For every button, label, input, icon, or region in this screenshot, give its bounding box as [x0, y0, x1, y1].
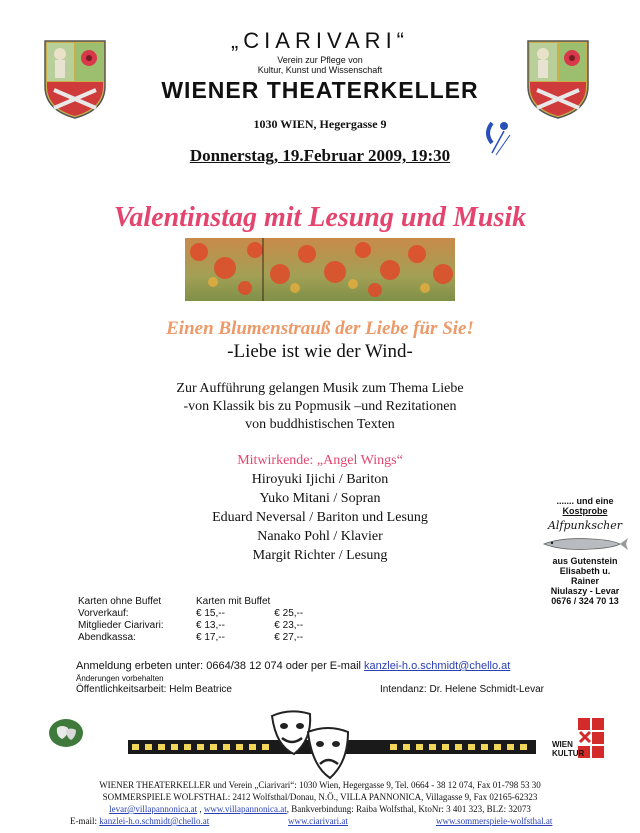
- performer: Margit Richter / Lesung: [252, 548, 388, 563]
- footer-separator: ,: [197, 804, 204, 814]
- performer: Yuko Mitani / Sopran: [259, 491, 381, 506]
- event-tagline: Einen Blumenstrauß der Liebe für Sie!: [166, 318, 474, 339]
- price-without: € 13,--: [196, 620, 225, 631]
- director-credit: Intendanz: Dr. Helene Schmidt-Levar: [380, 684, 544, 695]
- price-header-with: Karten mit Buffet: [196, 596, 271, 607]
- event-date: Donnerstag, 19.Februar 2009, 19:30: [189, 146, 451, 165]
- flower-banner: [185, 238, 455, 301]
- performer: Eduard Neversal / Bariton und Lesung: [212, 510, 428, 525]
- tasting-name-1: Elisabeth u.: [559, 566, 611, 576]
- price-table: [78, 596, 307, 644]
- footer-email-label: E-mail:: [70, 816, 97, 826]
- association-subtitle-2: Kultur, Kunst und Wissenschaft: [257, 65, 383, 75]
- wien-kultur-logo-text: WIEN KULTUR: [552, 740, 585, 758]
- footer-line-1: WIENER THEATERKELLER und Verein „Ciarivari“: 1030 Wien, Hegergasse 9, Tel. 0664 - 38 12 074, Fax 01-798 53 30: [99, 780, 541, 790]
- price-with: € 23,--: [274, 620, 304, 631]
- footer-line-4: [70, 816, 209, 826]
- footer-bank-info: , Bankverbindung: Raiba Wolfsthal, KtoNr: 3 401 323, BLZ: 32073: [286, 804, 531, 814]
- price-without: € 15,--: [196, 608, 225, 619]
- price-without: € 17,--: [196, 632, 225, 643]
- performer: Nanako Pohl / Klavier: [257, 529, 383, 544]
- event-description-2: -von Klassik bis zu Popmusik –und Rezitationen: [183, 399, 457, 414]
- tasting-name-2: Rainer: [570, 576, 599, 586]
- event-headline: Valentinstag mit Lesung und Musik: [113, 202, 527, 233]
- performers-heading: Mitwirkende: „Angel Wings“: [237, 453, 403, 468]
- event-description-1: Zur Aufführung gelangen Musik zum Thema Liebe: [176, 381, 464, 396]
- tasting-intro: ....... und eine: [556, 496, 614, 506]
- footer-web-ciarivari-link[interactable]: www.ciarivari.at: [288, 816, 348, 826]
- tasting-label: Kostprobe: [562, 506, 608, 516]
- tasting-block: [535, 496, 635, 606]
- page-title: WIENER THEATERKELLER: [161, 77, 479, 103]
- footer-email-villa-link[interactable]: levar@villapannonica.at: [109, 804, 198, 814]
- footer-line-3: [0, 804, 640, 814]
- price-label: Mitglieder Ciarivari:: [78, 620, 164, 631]
- tasting-origin: aus Gutenstein: [552, 556, 618, 566]
- pr-credit: Öffentlichkeitsarbeit: Helm Beatrice: [76, 684, 232, 695]
- price-header-without: Karten ohne Buffet: [78, 596, 162, 607]
- tasting-phone: 0676 / 324 70 13: [551, 596, 619, 606]
- footer-web-sommerspiele-link[interactable]: www.sommerspiele-wolfsthal.at: [436, 816, 553, 826]
- registration-text: Anmeldung erbeten unter: 0664/38 12 074 oder per E-mail: [76, 660, 361, 672]
- footer-line-2: SOMMERSPIELE WOLFSTHAL: 2412 Wolfsthal/Donau, N.Ö., VILLA PANNONICA, Villagasse 9, Fax 02165-62323: [102, 792, 538, 802]
- price-with: € 25,--: [274, 608, 304, 619]
- association-subtitle-1: Verein zur Pflege von: [277, 55, 363, 65]
- theatre-masks-icon: [268, 706, 354, 786]
- footer-web-villa-link[interactable]: www.villapannonica.at: [203, 804, 287, 814]
- tasting-signature: Alfpunkscher: [547, 519, 623, 532]
- registration-line: [76, 660, 510, 672]
- tasting-name-3: Niulaszy - Levar: [550, 586, 620, 596]
- fish-icon: [535, 536, 635, 554]
- event-description-3: von buddhistischen Texten: [245, 417, 395, 432]
- price-label: Vorverkauf:: [78, 608, 129, 619]
- footer-email-link[interactable]: kanzlei-h.o.schmidt@chello.at: [99, 816, 210, 826]
- changes-note: Änderungen vorbehalten: [76, 674, 164, 683]
- theatre-mask-logo-icon: [48, 718, 84, 748]
- event-subtitle: -Liebe ist wie der Wind-: [227, 341, 413, 362]
- association-name: „CIARIVARI“: [230, 28, 410, 53]
- venue-address: 1030 WIEN, Hegergasse 9: [253, 117, 387, 131]
- price-label: Abendkassa:: [78, 632, 136, 643]
- performer: Hiroyuki Ijichi / Bariton: [251, 472, 389, 487]
- registration-email-link[interactable]: kanzlei-h.o.schmidt@chello.at: [364, 660, 511, 672]
- price-with: € 27,--: [274, 632, 304, 643]
- wien-kultur-logo: [552, 716, 608, 770]
